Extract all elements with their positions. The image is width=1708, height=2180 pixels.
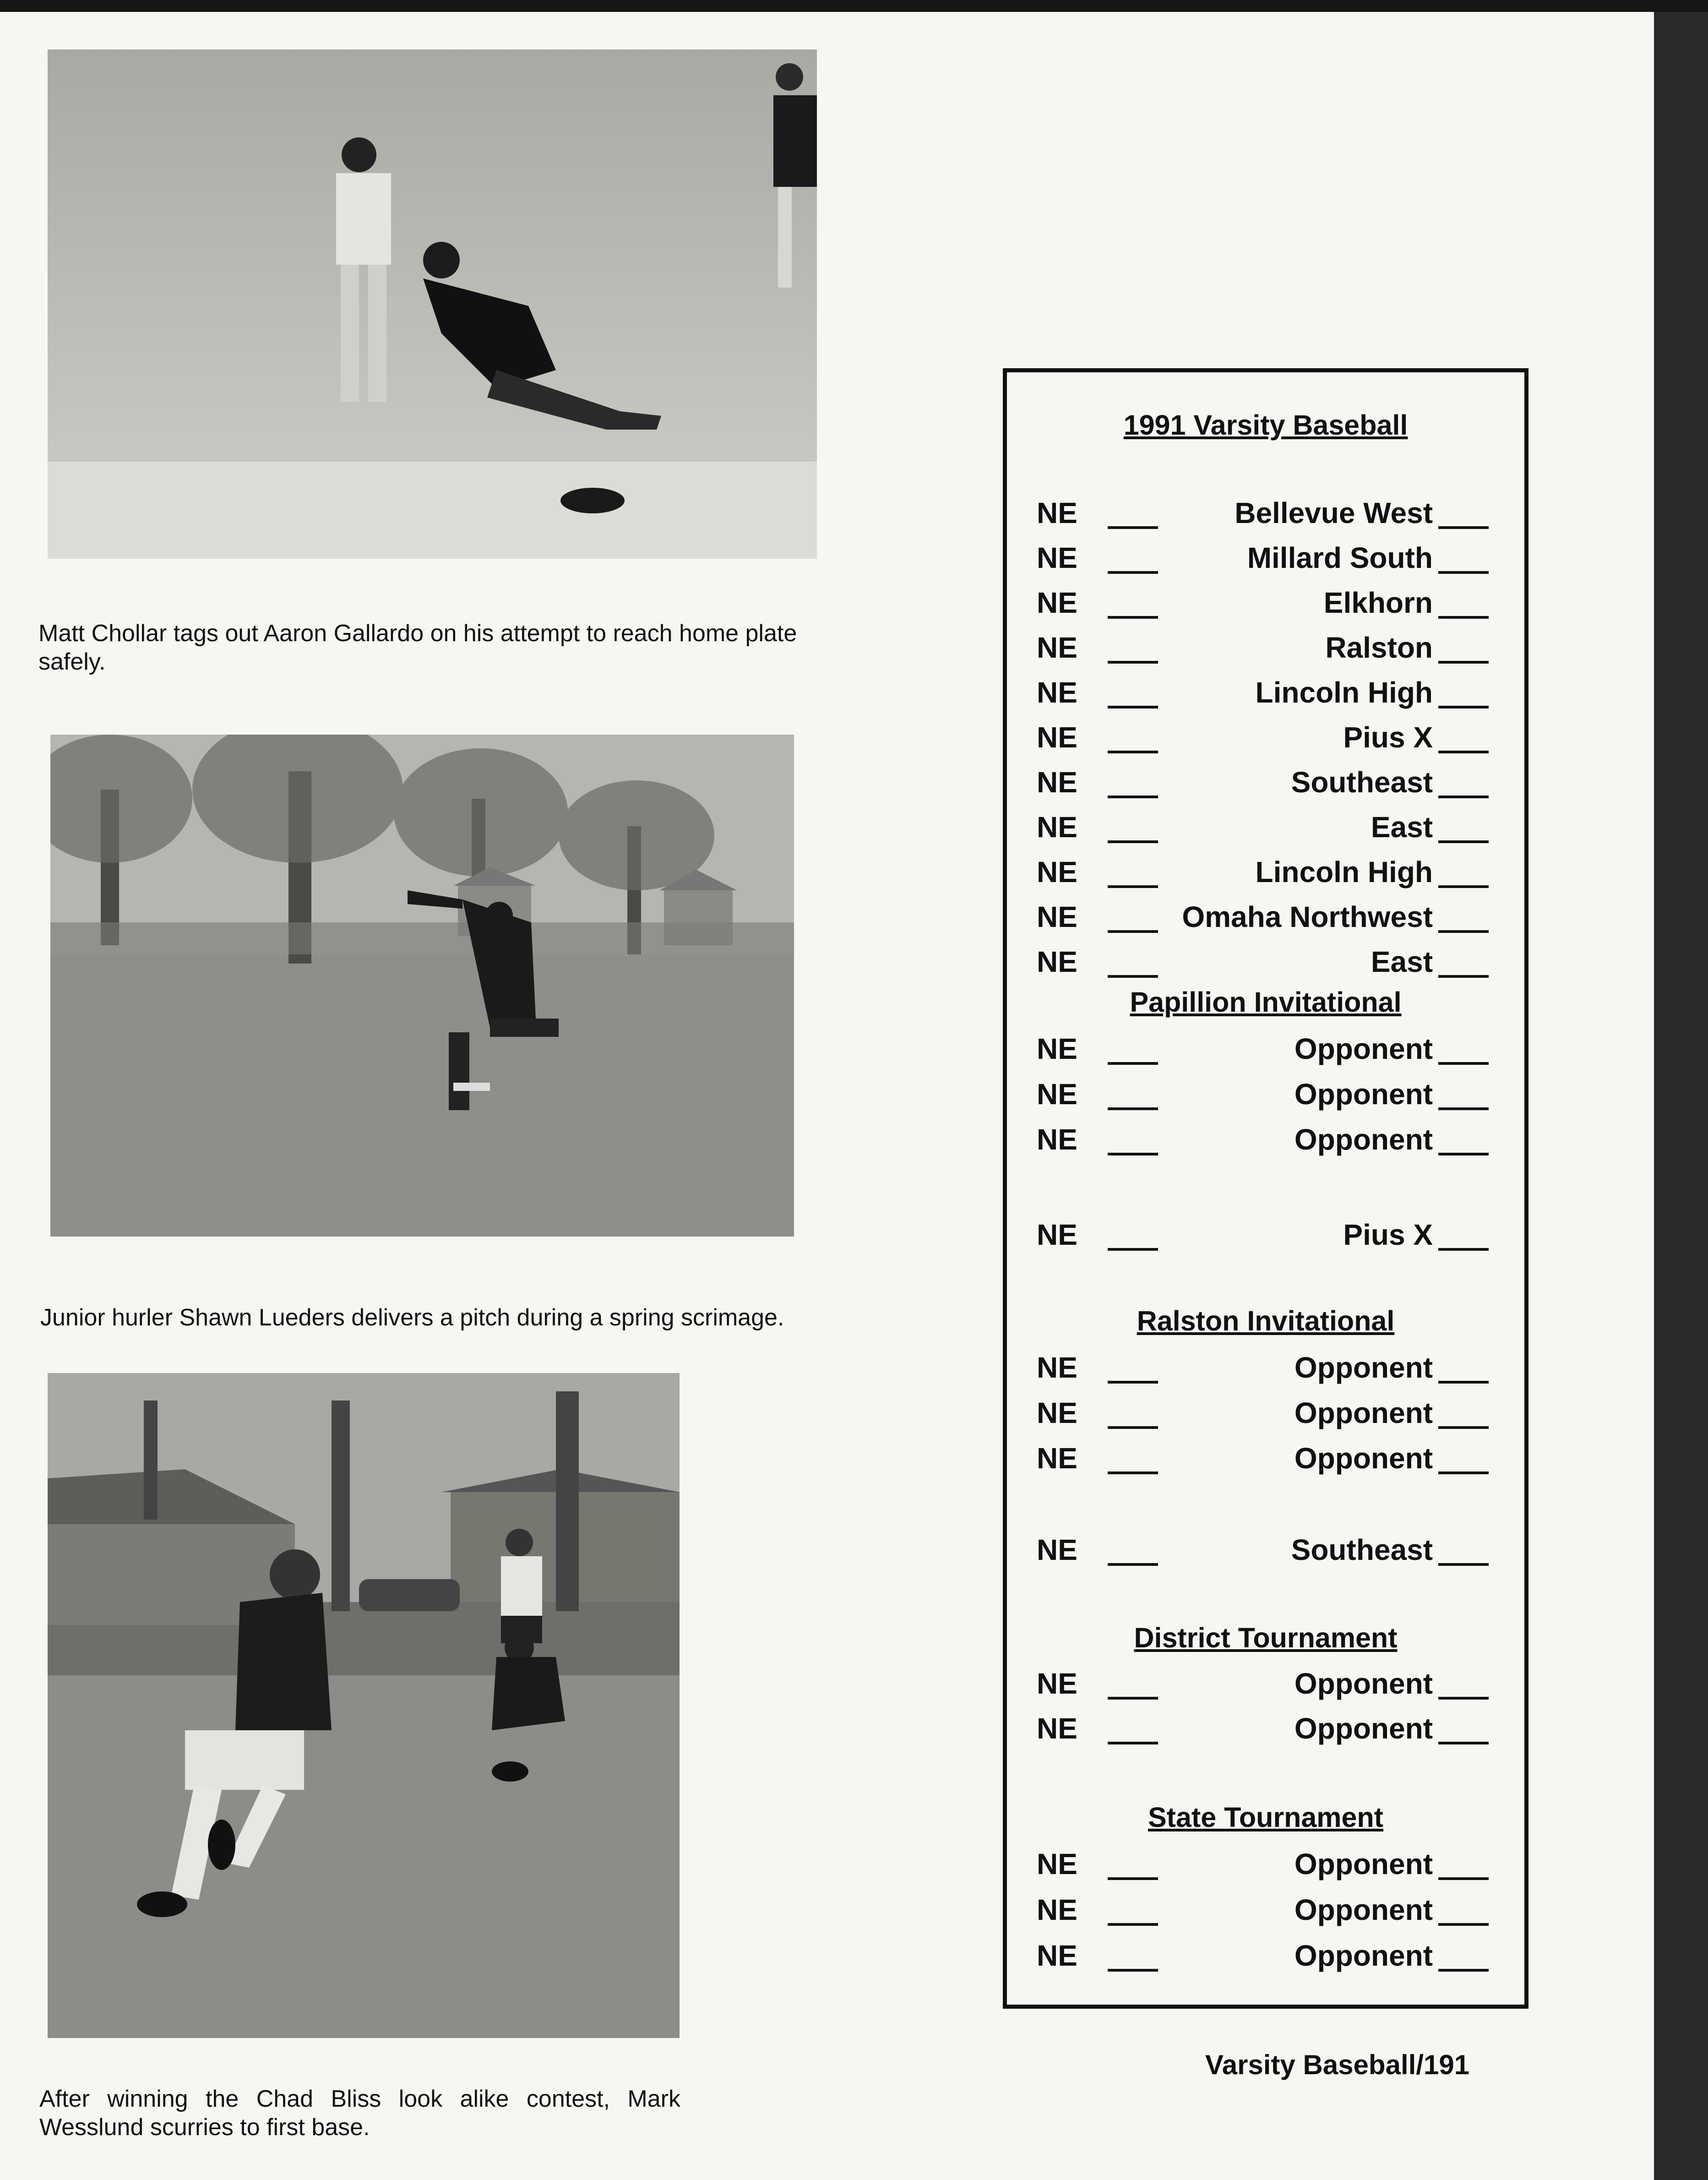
schedule-row	[1007, 631, 1524, 672]
home-score-blank	[1108, 1381, 1158, 1384]
opponent-label: Southeast	[1291, 766, 1433, 799]
district-title: District Tournament	[1134, 1622, 1398, 1653]
home-score-blank	[1108, 571, 1158, 574]
home-team-label: NE	[1037, 1848, 1077, 1880]
opponent-score-blank	[1438, 1248, 1489, 1251]
opponent-score-blank	[1438, 840, 1489, 843]
home-score-blank	[1108, 706, 1158, 708]
opponent-label: Pius X	[1343, 1218, 1433, 1251]
home-score-blank	[1108, 751, 1158, 753]
opponent-score-blank	[1438, 571, 1489, 574]
opponent-label: Opponent	[1294, 1848, 1433, 1880]
opponent-label: Lincoln High	[1255, 676, 1433, 709]
home-score-blank	[1108, 1062, 1158, 1065]
baseball-tag-out-photo	[48, 49, 817, 559]
opponent-label: Millard South	[1247, 541, 1433, 574]
opponent-score-blank	[1438, 706, 1489, 708]
home-score-blank	[1108, 1923, 1158, 1926]
home-team-label: NE	[1037, 1442, 1077, 1475]
opponent-score-blank	[1438, 1877, 1489, 1880]
schedule-row	[1007, 586, 1524, 627]
home-score-blank	[1108, 1742, 1158, 1744]
home-team-label: NE	[1037, 1078, 1077, 1111]
opponent-label: Bellevue West	[1235, 496, 1433, 529]
schedule-row	[1007, 900, 1524, 941]
schedule-row	[1007, 1893, 1524, 1934]
home-score-blank	[1108, 975, 1158, 978]
home-team-label: NE	[1037, 1351, 1077, 1384]
home-team-label: NE	[1037, 1032, 1077, 1065]
home-score-blank	[1108, 796, 1158, 798]
opponent-score-blank	[1438, 1969, 1489, 1972]
opponent-score-blank	[1438, 1742, 1489, 1744]
pitcher-photo	[50, 735, 794, 1237]
schedule-row	[1007, 855, 1524, 896]
opponent-score-blank	[1438, 1923, 1489, 1926]
home-team-label: NE	[1037, 945, 1077, 978]
schedule-row	[1007, 1077, 1524, 1118]
opponent-label: Lincoln High	[1255, 856, 1433, 888]
photo-caption-3: After winning the Chad Bliss look alike contest, Mark Wesslund scurries to first base.	[39, 2086, 680, 2141]
home-score-blank	[1108, 1153, 1158, 1155]
home-team-label: NE	[1037, 856, 1077, 888]
page-binding-edge	[1654, 12, 1708, 2180]
home-team-label: NE	[1037, 1396, 1077, 1429]
schedule-row	[1007, 1939, 1524, 1980]
home-team-label: NE	[1037, 721, 1077, 754]
schedule-row	[1007, 1351, 1524, 1392]
home-team-label: NE	[1037, 1123, 1077, 1156]
home-score-blank	[1108, 1426, 1158, 1429]
opponent-score-blank	[1438, 1563, 1489, 1566]
schedule-row	[1007, 1533, 1524, 1574]
home-team-label: NE	[1037, 811, 1077, 844]
opponent-score-blank	[1438, 796, 1489, 798]
opponent-label: Opponent	[1294, 1123, 1433, 1156]
opponent-score-blank	[1438, 661, 1489, 664]
schedule-row	[1007, 1032, 1524, 1073]
home-score-blank	[1108, 930, 1158, 933]
schedule-row	[1007, 1123, 1524, 1164]
yearbook-page	[0, 12, 1654, 2180]
home-team-label: NE	[1037, 1533, 1077, 1566]
schedule-row	[1007, 496, 1524, 537]
home-score-blank	[1108, 1107, 1158, 1110]
schedule-row	[1007, 810, 1524, 851]
opponent-score-blank	[1438, 930, 1489, 933]
opponent-score-blank	[1438, 526, 1489, 529]
opponent-score-blank	[1438, 1426, 1489, 1429]
home-team-label: NE	[1037, 496, 1077, 529]
home-score-blank	[1108, 526, 1158, 529]
home-team-label: NE	[1037, 676, 1077, 709]
home-score-blank	[1108, 1697, 1158, 1700]
opponent-label: Opponent	[1294, 1667, 1433, 1700]
opponent-label: Southeast	[1291, 1533, 1433, 1566]
opponent-label: Opponent	[1294, 1351, 1433, 1384]
home-team-label: NE	[1037, 766, 1077, 799]
home-score-blank	[1108, 616, 1158, 619]
home-team-label: NE	[1037, 1218, 1077, 1251]
opponent-label: Omaha Northwest	[1182, 900, 1433, 933]
opponent-score-blank	[1438, 975, 1489, 978]
home-team-label: NE	[1037, 1893, 1077, 1926]
home-score-blank	[1108, 1563, 1158, 1566]
home-score-blank	[1108, 840, 1158, 843]
schedule-row	[1007, 765, 1524, 807]
opponent-score-blank	[1438, 616, 1489, 619]
schedule-row	[1007, 1218, 1524, 1259]
schedule-row	[1007, 1711, 1524, 1753]
schedule-row	[1007, 676, 1524, 717]
opponent-score-blank	[1438, 1697, 1489, 1700]
home-team-label: NE	[1037, 631, 1077, 664]
schedule-box	[1003, 368, 1528, 2009]
schedule-row	[1007, 720, 1524, 762]
opponent-label: Opponent	[1294, 1078, 1433, 1111]
opponent-label: Opponent	[1294, 1396, 1433, 1429]
schedule-row	[1007, 1847, 1524, 1888]
opponent-label: Opponent	[1294, 1939, 1433, 1972]
photo-caption-2: Junior hurler Shawn Lueders delivers a pitch during a spring scrimage.	[40, 1304, 784, 1331]
opponent-label: Pius X	[1343, 721, 1433, 754]
schedule-row	[1007, 1396, 1524, 1437]
home-score-blank	[1108, 885, 1158, 888]
opponent-score-blank	[1438, 1472, 1489, 1474]
home-score-blank	[1108, 1248, 1158, 1251]
opponent-score-blank	[1438, 1107, 1489, 1110]
opponent-score-blank	[1438, 1062, 1489, 1065]
home-score-blank	[1108, 1877, 1158, 1880]
opponent-label: Elkhorn	[1323, 586, 1433, 619]
opponent-label: Ralston	[1325, 631, 1433, 664]
opponent-score-blank	[1438, 1381, 1489, 1384]
schedule-row	[1007, 1441, 1524, 1482]
home-score-blank	[1108, 1472, 1158, 1474]
home-score-blank	[1108, 1969, 1158, 1972]
opponent-label: Opponent	[1294, 1442, 1433, 1475]
opponent-label: Opponent	[1294, 1032, 1433, 1065]
home-team-label: NE	[1037, 586, 1077, 619]
baserunner-photo	[48, 1373, 680, 2038]
papillion-title: Papillion Invitational	[1130, 986, 1402, 1018]
photo-caption-1: Matt Chollar tags out Aaron Gallardo on his attempt to reach home plate safely.	[38, 620, 797, 675]
opponent-label: Opponent	[1294, 1712, 1433, 1745]
opponent-score-blank	[1438, 751, 1489, 753]
ralston-title: Ralston Invitational	[1137, 1305, 1395, 1336]
schedule-row	[1007, 541, 1524, 582]
home-team-label: NE	[1037, 1939, 1077, 1972]
home-team-label: NE	[1037, 541, 1077, 574]
home-team-label: NE	[1037, 1712, 1077, 1745]
opponent-label: East	[1371, 945, 1433, 978]
home-team-label: NE	[1037, 900, 1077, 933]
page-footer: Varsity Baseball/191	[1205, 2049, 1470, 2080]
home-score-blank	[1108, 661, 1158, 664]
schedule-row	[1007, 1667, 1524, 1708]
opponent-score-blank	[1438, 885, 1489, 888]
opponent-score-blank	[1438, 1153, 1489, 1155]
opponent-label: Opponent	[1294, 1893, 1433, 1926]
state-title: State Tournament	[1148, 1802, 1384, 1833]
schedule-title: 1991 Varsity Baseball	[1123, 409, 1408, 441]
schedule-row	[1007, 945, 1524, 986]
home-team-label: NE	[1037, 1667, 1077, 1700]
opponent-label: East	[1371, 811, 1433, 844]
